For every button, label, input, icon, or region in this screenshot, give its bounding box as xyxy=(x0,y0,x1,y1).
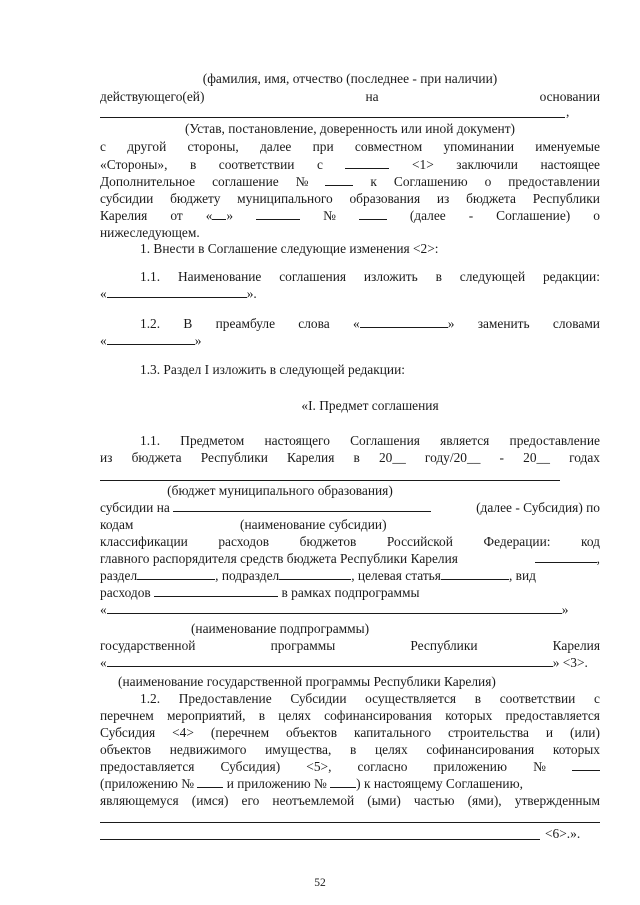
section-heading: «I. Предмет соглашения xyxy=(301,398,439,413)
preamble-line-2: «Стороны», в соответствии с <1> заключили настоящее xyxy=(100,157,600,172)
preamble-line-1: с другой стороны, далее при совместном упоминании именуемые xyxy=(100,139,600,154)
subsidy-line: субсидии на (далее - Субсидия) по xyxy=(100,500,600,515)
subject-line-1: 1.1. Предметом настоящего Соглашения является предоставление xyxy=(140,433,600,448)
clause-1-1: 1.1. Наименование соглашения изложить в следующей редакции: xyxy=(140,269,600,284)
blank-field xyxy=(359,207,387,220)
clause-1-2-value: « » xyxy=(100,333,202,348)
subject-line-2: из бюджета Республики Карелия в 20__ году/20__ - 20__ годах xyxy=(100,450,600,465)
blank-field xyxy=(107,285,247,298)
blank-field xyxy=(572,758,600,771)
clause-1-2-line-7: являющемуся (имся) его неотъемлемой (ыми) частью (ями), утвержденным xyxy=(100,793,600,808)
preamble-line-4: субсидии бюджету муниципального образования из бюджета Республики xyxy=(100,191,600,206)
blank-field xyxy=(441,567,509,580)
blank-field xyxy=(279,567,351,580)
budget-caption: (бюджет муниципального образования) xyxy=(167,483,393,498)
clause-1-2-line-4: объектов недвижимого имущества, в целях софинансирования которых xyxy=(100,742,600,757)
blank-field xyxy=(345,156,389,169)
basis-document-caption: (Устав, постановление, доверенность или иной документ) xyxy=(184,121,516,136)
blank-field xyxy=(197,775,223,788)
blank-field xyxy=(535,550,597,563)
expense-type-line: расходов в рамках подпрограммы xyxy=(100,585,420,600)
basis-document-blank xyxy=(100,117,565,118)
clause-1-2-line-6: (приложению № и приложению № ) к настоящему Соглашению, xyxy=(100,776,523,791)
blank-field xyxy=(256,207,300,220)
blank-field xyxy=(107,601,562,614)
clause-1-3: 1.3. Раздел I изложить в следующей редакции: xyxy=(140,362,405,377)
blank-field xyxy=(360,315,448,328)
subprogram-caption: (наименование подпрограммы) xyxy=(190,621,370,636)
clause-1-2-line-1: 1.2. Предоставление Субсидии осуществляется в соответствии с xyxy=(140,691,600,706)
clause-1-2-line-2: перечнем мероприятий, в целях софинансирования которых предоставляется xyxy=(100,708,600,723)
blank-field xyxy=(154,584,278,597)
state-program-caption: (наименование государственной программы Республики Карелия) xyxy=(118,674,496,689)
clause-1-1-value: « ». xyxy=(100,286,257,301)
blank-field xyxy=(173,499,431,512)
codes-line: кодам (наименование субсидии) xyxy=(100,517,387,532)
clause-1-2-line-3: Субсидия <4> (перечнем объектов капитального строительства и (или) xyxy=(100,725,600,740)
page-number: 52 xyxy=(314,877,326,889)
preamble-line-3: Дополнительное соглашение № к Соглашению о предоставлении xyxy=(100,174,600,189)
preamble-line-5: Карелия от « » № (далее - Соглашение) о xyxy=(100,208,600,223)
classification-line: классификации расходов бюджетов Российской Федерации: код xyxy=(100,534,600,549)
state-program-value: « » <3>. xyxy=(100,655,588,670)
approval-blank-2 xyxy=(100,839,540,840)
blank-field xyxy=(325,173,353,186)
footnote-ref: <6>.». xyxy=(545,826,581,841)
budget-codes-line: раздел , подраздел , целевая статья , вид xyxy=(100,568,536,583)
blank-field xyxy=(330,775,356,788)
document-page: (фамилия, имя, отчество (последнее - при наличии) действующего(ей) на основании , (Устав, постановление, доверенность или иной документ) с другой стороны, далее при совместном упоминании именуемые «Стороны», в соответствии с <1> заключили настоящее Дополнительное соглашение № к Соглашению о предоставлении субсидии бюджету муниципального образования из бюджета Республики Карелия от « » № (далее - Соглашение) о нижеследующем. 1. Внести в Соглашение следующие изменения <2>: 1.1. Наименование соглашения изложить в следующей редакции: « ». 1.2. В преамбуле слова « » заменить словами « » 1.3. Раздел I изложить в следующей редакции: «I. Предмет соглашения 1.1. Предметом настоящего Соглашения является предоставление из бюджета Республики Карелия в 20__ году/20__ - 20__ годах (бюджет муниципального образования) субсидии на (далее - Субсидия) по кодам (наименование субсидии) классификации расходов бюджетов Российской Федерации: код главного распорядителя средств бюджета Республики Карелия , раздел , подраздел , целевая статья , вид расходов в рамках подпрограммы « » (наименование подпрограммы) государственной программы Республики Карелия « » <3>. (наименование государственной программы Республики Карелия) 1.2. Предоставление Субсидии осуществляется в соответствии с перечнем мероприятий, в целях софинансирования которых предоставляется Субсидия <4> (перечнем объектов капитального строительства и (или) объектов недвижимого имущества, в целях софинансирования которых предоставляется Субсидия) <5>, согласно приложению № (приложению № и приложению № ) к настоящему Соглашению, являющемуся (имся) его неотъемлемой (ыми) частью (ями), утвержденным <6>.». 52 xyxy=(0,0,640,905)
blank-field xyxy=(107,332,195,345)
acting-basis-line: действующего(ей) на основании xyxy=(100,89,600,104)
state-program-line: государственной программы Республики Карелия xyxy=(100,638,600,653)
clause-1-2: 1.2. В преамбуле слова « » заменить словами xyxy=(140,316,600,331)
blank-field xyxy=(137,567,215,580)
chief-administrator-line: главного распорядителя средств бюджета Республики Карелия , xyxy=(100,551,600,566)
approval-blank xyxy=(100,822,600,823)
preamble-end: нижеследующем. xyxy=(100,225,200,240)
clause-1-2-line-5: предоставляется Субсидия) <5>, согласно приложению № xyxy=(100,758,600,775)
budget-blank xyxy=(100,480,560,481)
blank-field xyxy=(107,654,553,667)
name-caption: (фамилия, имя, отчество (последнее - при наличии) xyxy=(202,71,498,86)
clause-1: 1. Внести в Соглашение следующие изменения <2>: xyxy=(140,241,439,256)
subprogram-value: « » xyxy=(100,602,569,617)
